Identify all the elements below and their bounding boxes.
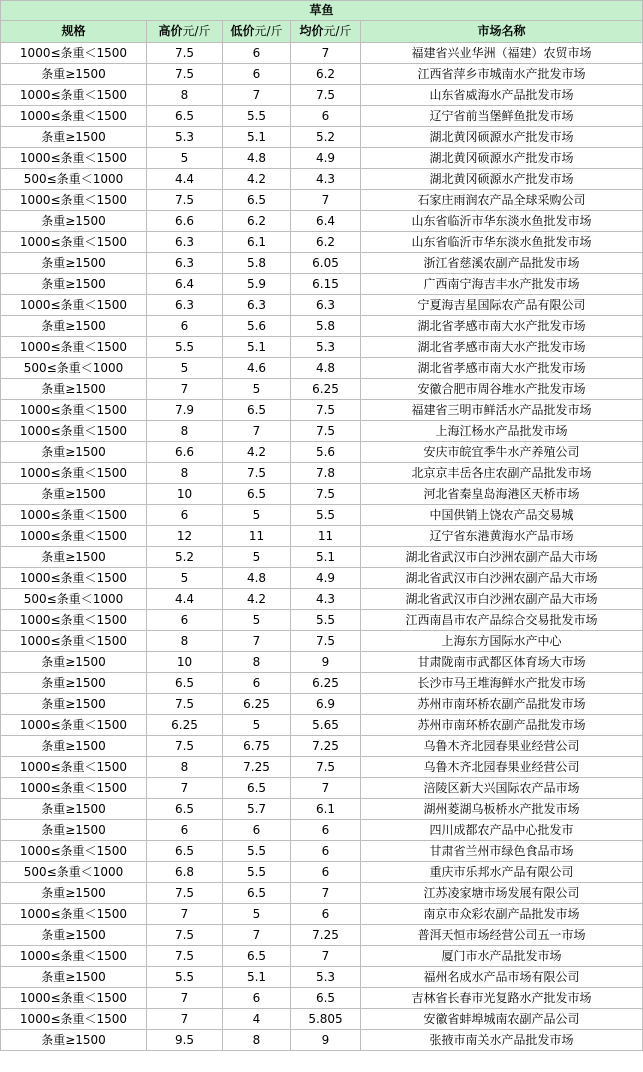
- table-row: [1, 568, 643, 589]
- table-row: [1, 862, 643, 883]
- cell-market: 长沙市马王堆海鲜水产批发市场: [361, 673, 643, 694]
- cell-high: 7.5: [147, 736, 223, 757]
- cell-low: 6.75: [223, 736, 291, 757]
- cell-avg: 6.2: [291, 64, 361, 85]
- cell-low: 6: [223, 64, 291, 85]
- table-row: [1, 610, 643, 631]
- cell-market: 安徽省蚌埠城南农副产品公司: [361, 1009, 643, 1030]
- table-row: [1, 442, 643, 463]
- table-row: [1, 925, 643, 946]
- cell-market: 北京京丰岳各庄农副产品批发市场: [361, 463, 643, 484]
- table-row: [1, 85, 643, 106]
- cell-avg: 7.5: [291, 484, 361, 505]
- cell-high: 5.5: [147, 967, 223, 988]
- cell-low: 7: [223, 85, 291, 106]
- table-row: [1, 673, 643, 694]
- table-row: [1, 904, 643, 925]
- cell-spec: 1000≤条重＜1500: [1, 337, 147, 358]
- cell-avg: 7: [291, 883, 361, 904]
- cell-low: 8: [223, 652, 291, 673]
- cell-spec: 500≤条重＜1000: [1, 862, 147, 883]
- cell-avg: 6: [291, 904, 361, 925]
- table-row: [1, 988, 643, 1009]
- cell-market: 江苏凌家塘市场发展有限公司: [361, 883, 643, 904]
- cell-low: 5.5: [223, 862, 291, 883]
- cell-avg: 9: [291, 652, 361, 673]
- cell-spec: 条重≥1500: [1, 316, 147, 337]
- table-row: [1, 43, 643, 64]
- cell-avg: 11: [291, 526, 361, 547]
- table-row: [1, 526, 643, 547]
- cell-high: 7: [147, 778, 223, 799]
- table-row: [1, 64, 643, 85]
- cell-spec: 1000≤条重＜1500: [1, 400, 147, 421]
- cell-spec: 条重≥1500: [1, 211, 147, 232]
- cell-spec: 1000≤条重＜1500: [1, 43, 147, 64]
- cell-low: 6: [223, 673, 291, 694]
- cell-avg: 5.805: [291, 1009, 361, 1030]
- cell-high: 6.5: [147, 673, 223, 694]
- cell-spec: 条重≥1500: [1, 64, 147, 85]
- cell-low: 5: [223, 610, 291, 631]
- cell-high: 6.3: [147, 232, 223, 253]
- cell-high: 6: [147, 505, 223, 526]
- cell-market: 南京市众彩农副产品批发市场: [361, 904, 643, 925]
- cell-market: 湖北省武汉市白沙洲农副产品大市场: [361, 589, 643, 610]
- cell-avg: 7.5: [291, 421, 361, 442]
- cell-avg: 5.3: [291, 967, 361, 988]
- cell-spec: 1000≤条重＜1500: [1, 190, 147, 211]
- cell-spec: 1000≤条重＜1500: [1, 526, 147, 547]
- cell-low: 5: [223, 547, 291, 568]
- cell-low: 4.8: [223, 148, 291, 169]
- table-title: 草鱼: [1, 1, 643, 21]
- cell-avg: 7.5: [291, 757, 361, 778]
- cell-high: 7: [147, 379, 223, 400]
- table-row: [1, 652, 643, 673]
- cell-low: 7: [223, 421, 291, 442]
- cell-avg: 5.6: [291, 442, 361, 463]
- cell-avg: 5.5: [291, 505, 361, 526]
- cell-high: 5.3: [147, 127, 223, 148]
- header-market: 市场名称: [361, 21, 643, 43]
- cell-spec: 条重≥1500: [1, 274, 147, 295]
- cell-avg: 4.9: [291, 148, 361, 169]
- cell-market: 山东省临沂市华东淡水鱼批发市场: [361, 232, 643, 253]
- cell-market: 上海东方国际水产中心: [361, 631, 643, 652]
- cell-high: 8: [147, 421, 223, 442]
- cell-high: 7.5: [147, 64, 223, 85]
- cell-low: 5: [223, 904, 291, 925]
- table-row: [1, 211, 643, 232]
- cell-spec: 条重≥1500: [1, 883, 147, 904]
- cell-avg: 6.4: [291, 211, 361, 232]
- title-row: [1, 1, 643, 21]
- table-row: [1, 274, 643, 295]
- cell-avg: 9: [291, 1030, 361, 1051]
- cell-high: 6.6: [147, 442, 223, 463]
- cell-avg: 4.3: [291, 589, 361, 610]
- cell-high: 12: [147, 526, 223, 547]
- cell-high: 6.8: [147, 862, 223, 883]
- cell-market: 甘肃陇南市武都区体育场大市场: [361, 652, 643, 673]
- table-row: [1, 358, 643, 379]
- header-spec: 规格: [1, 21, 147, 43]
- cell-low: 5.7: [223, 799, 291, 820]
- cell-avg: 6.15: [291, 274, 361, 295]
- table-row: [1, 316, 643, 337]
- cell-market: 河北省秦皇岛海港区天桥市场: [361, 484, 643, 505]
- cell-spec: 条重≥1500: [1, 652, 147, 673]
- cell-spec: 条重≥1500: [1, 1030, 147, 1051]
- cell-high: 6.4: [147, 274, 223, 295]
- cell-avg: 6.3: [291, 295, 361, 316]
- cell-market: 乌鲁木齐北园春果业经营公司: [361, 757, 643, 778]
- table-row: [1, 1030, 643, 1051]
- cell-spec: 条重≥1500: [1, 820, 147, 841]
- cell-low: 4.8: [223, 568, 291, 589]
- cell-market: 湖北黄冈硕源水产批发市场: [361, 169, 643, 190]
- table-row: [1, 190, 643, 211]
- table-row: [1, 757, 643, 778]
- table-row: [1, 736, 643, 757]
- cell-spec: 1000≤条重＜1500: [1, 904, 147, 925]
- cell-market: 江西南昌市农产品综合交易批发市场: [361, 610, 643, 631]
- cell-high: 6: [147, 316, 223, 337]
- cell-high: 6.5: [147, 106, 223, 127]
- cell-avg: 7: [291, 778, 361, 799]
- table-row: [1, 631, 643, 652]
- cell-low: 7: [223, 925, 291, 946]
- cell-spec: 条重≥1500: [1, 484, 147, 505]
- cell-avg: 7.5: [291, 400, 361, 421]
- cell-low: 5: [223, 379, 291, 400]
- cell-high: 6.25: [147, 715, 223, 736]
- cell-market: 厦门市水产品批发市场: [361, 946, 643, 967]
- table-row: [1, 484, 643, 505]
- cell-high: 7.9: [147, 400, 223, 421]
- cell-avg: 7.5: [291, 85, 361, 106]
- cell-spec: 1000≤条重＜1500: [1, 148, 147, 169]
- cell-avg: 5.5: [291, 610, 361, 631]
- cell-low: 5.1: [223, 967, 291, 988]
- cell-avg: 4.8: [291, 358, 361, 379]
- table-row: [1, 106, 643, 127]
- cell-avg: 6.25: [291, 673, 361, 694]
- cell-high: 6.6: [147, 211, 223, 232]
- cell-spec: 1000≤条重＜1500: [1, 463, 147, 484]
- cell-high: 5: [147, 358, 223, 379]
- cell-spec: 条重≥1500: [1, 694, 147, 715]
- cell-spec: 1000≤条重＜1500: [1, 841, 147, 862]
- cell-spec: 1000≤条重＜1500: [1, 568, 147, 589]
- cell-avg: 6: [291, 820, 361, 841]
- cell-market: 浙江省慈溪农副产品批发市场: [361, 253, 643, 274]
- cell-spec: 条重≥1500: [1, 253, 147, 274]
- cell-low: 4: [223, 1009, 291, 1030]
- table-row: [1, 253, 643, 274]
- cell-low: 5.8: [223, 253, 291, 274]
- header-high: 高价元/斤: [147, 21, 223, 43]
- cell-low: 6.25: [223, 694, 291, 715]
- cell-spec: 1000≤条重＜1500: [1, 988, 147, 1009]
- table-row: [1, 148, 643, 169]
- table-row: [1, 841, 643, 862]
- cell-high: 10: [147, 484, 223, 505]
- cell-market: 湖北省武汉市白沙洲农副产品大市场: [361, 568, 643, 589]
- table-row: [1, 379, 643, 400]
- cell-high: 6.5: [147, 841, 223, 862]
- cell-market: 上海江杨水产品批发市场: [361, 421, 643, 442]
- cell-high: 7.5: [147, 190, 223, 211]
- cell-avg: 7.25: [291, 736, 361, 757]
- cell-high: 6: [147, 610, 223, 631]
- cell-low: 5.5: [223, 106, 291, 127]
- cell-spec: 1000≤条重＜1500: [1, 106, 147, 127]
- cell-market: 重庆市乐邦水产品有限公司: [361, 862, 643, 883]
- table-row: [1, 1009, 643, 1030]
- cell-spec: 500≤条重＜1000: [1, 358, 147, 379]
- cell-low: 6.3: [223, 295, 291, 316]
- cell-spec: 条重≥1500: [1, 799, 147, 820]
- cell-low: 5.1: [223, 127, 291, 148]
- table-row: [1, 421, 643, 442]
- cell-high: 7.5: [147, 43, 223, 64]
- cell-high: 10: [147, 652, 223, 673]
- cell-market: 宁夏海吉星国际农产品有限公司: [361, 295, 643, 316]
- table-row: [1, 778, 643, 799]
- cell-market: 湖北省孝感市南大水产批发市场: [361, 316, 643, 337]
- cell-avg: 7.5: [291, 631, 361, 652]
- cell-avg: 7.25: [291, 925, 361, 946]
- cell-market: 辽宁省前当堡鲜鱼批发市场: [361, 106, 643, 127]
- table-row: [1, 337, 643, 358]
- table-row: [1, 883, 643, 904]
- cell-avg: 4.3: [291, 169, 361, 190]
- cell-spec: 1000≤条重＜1500: [1, 757, 147, 778]
- cell-market: 中国供销上饶农产品交易城: [361, 505, 643, 526]
- cell-market: 张掖市南关水产品批发市场: [361, 1030, 643, 1051]
- table-row: [1, 820, 643, 841]
- cell-low: 11: [223, 526, 291, 547]
- cell-high: 7.5: [147, 694, 223, 715]
- header-row: [1, 21, 643, 43]
- cell-spec: 条重≥1500: [1, 925, 147, 946]
- cell-market: 普洱天恒市场经营公司五一市场: [361, 925, 643, 946]
- cell-spec: 500≤条重＜1000: [1, 589, 147, 610]
- table-row: [1, 463, 643, 484]
- cell-spec: 1000≤条重＜1500: [1, 505, 147, 526]
- table-row: [1, 169, 643, 190]
- cell-market: 吉林省长春市光复路水产批发市场: [361, 988, 643, 1009]
- cell-avg: 5.65: [291, 715, 361, 736]
- cell-avg: 7: [291, 43, 361, 64]
- cell-avg: 6.05: [291, 253, 361, 274]
- cell-market: 山东省临沂市华东淡水鱼批发市场: [361, 211, 643, 232]
- cell-spec: 条重≥1500: [1, 127, 147, 148]
- cell-avg: 7: [291, 946, 361, 967]
- cell-low: 6: [223, 43, 291, 64]
- cell-market: 福州名成水产品市场有限公司: [361, 967, 643, 988]
- table-row: [1, 232, 643, 253]
- cell-low: 4.6: [223, 358, 291, 379]
- cell-spec: 1000≤条重＜1500: [1, 946, 147, 967]
- cell-low: 5.9: [223, 274, 291, 295]
- cell-market: 苏州市南环桥农副产品批发市场: [361, 694, 643, 715]
- table-row: [1, 127, 643, 148]
- table-row: [1, 589, 643, 610]
- cell-market: 福建省兴业华洲（福建）农贸市场: [361, 43, 643, 64]
- cell-spec: 条重≥1500: [1, 379, 147, 400]
- cell-low: 5.5: [223, 841, 291, 862]
- cell-market: 湖北省武汉市白沙洲农副产品大市场: [361, 547, 643, 568]
- table-row: [1, 715, 643, 736]
- cell-high: 7: [147, 988, 223, 1009]
- cell-high: 8: [147, 631, 223, 652]
- cell-high: 5.5: [147, 337, 223, 358]
- cell-high: 5.2: [147, 547, 223, 568]
- cell-spec: 条重≥1500: [1, 547, 147, 568]
- cell-low: 4.2: [223, 442, 291, 463]
- cell-low: 4.2: [223, 169, 291, 190]
- table-row: [1, 967, 643, 988]
- cell-avg: 5.1: [291, 547, 361, 568]
- cell-avg: 5.8: [291, 316, 361, 337]
- cell-spec: 1000≤条重＜1500: [1, 295, 147, 316]
- cell-market: 乌鲁木齐北园春果业经营公司: [361, 736, 643, 757]
- table-row: [1, 799, 643, 820]
- cell-high: 7.5: [147, 946, 223, 967]
- cell-low: 6.2: [223, 211, 291, 232]
- cell-market: 湖北省孝感市南大水产批发市场: [361, 358, 643, 379]
- cell-avg: 6: [291, 841, 361, 862]
- cell-low: 6.5: [223, 190, 291, 211]
- cell-high: 8: [147, 463, 223, 484]
- cell-market: 山东省威海水产品批发市场: [361, 85, 643, 106]
- cell-market: 安徽合肥市周谷堆水产批发市场: [361, 379, 643, 400]
- cell-high: 4.4: [147, 589, 223, 610]
- cell-market: 甘肃省兰州市绿色食品市场: [361, 841, 643, 862]
- table-row: [1, 946, 643, 967]
- cell-low: 6.1: [223, 232, 291, 253]
- cell-high: 7: [147, 1009, 223, 1030]
- cell-spec: 1000≤条重＜1500: [1, 421, 147, 442]
- cell-spec: 1000≤条重＜1500: [1, 715, 147, 736]
- cell-low: 8: [223, 1030, 291, 1051]
- cell-market: 福建省三明市鲜活水产品批发市场: [361, 400, 643, 421]
- cell-low: 7.25: [223, 757, 291, 778]
- cell-market: 湖北黄冈硕源水产批发市场: [361, 148, 643, 169]
- cell-high: 8: [147, 757, 223, 778]
- cell-spec: 1000≤条重＜1500: [1, 232, 147, 253]
- cell-spec: 条重≥1500: [1, 673, 147, 694]
- cell-high: 6: [147, 820, 223, 841]
- cell-avg: 5.3: [291, 337, 361, 358]
- cell-high: 5: [147, 148, 223, 169]
- cell-low: 7: [223, 631, 291, 652]
- cell-spec: 1000≤条重＜1500: [1, 778, 147, 799]
- cell-spec: 1000≤条重＜1500: [1, 85, 147, 106]
- cell-spec: 1000≤条重＜1500: [1, 631, 147, 652]
- cell-market: 湖北省孝感市南大水产批发市场: [361, 337, 643, 358]
- cell-avg: 6.2: [291, 232, 361, 253]
- table-row: [1, 295, 643, 316]
- cell-market: 江西省萍乡市城南水产批发市场: [361, 64, 643, 85]
- cell-market: 广西南宁海吉丰水产批发市场: [361, 274, 643, 295]
- table-body: [1, 43, 643, 1051]
- cell-low: 6.5: [223, 400, 291, 421]
- cell-avg: 6: [291, 106, 361, 127]
- cell-low: 5.6: [223, 316, 291, 337]
- cell-avg: 7.8: [291, 463, 361, 484]
- header-low: 低价元/斤: [223, 21, 291, 43]
- cell-avg: 6.25: [291, 379, 361, 400]
- cell-spec: 条重≥1500: [1, 442, 147, 463]
- cell-high: 8: [147, 85, 223, 106]
- cell-market: 辽宁省东港黄海水产品市场: [361, 526, 643, 547]
- cell-high: 7: [147, 904, 223, 925]
- cell-spec: 条重≥1500: [1, 736, 147, 757]
- table-row: [1, 694, 643, 715]
- cell-low: 6: [223, 988, 291, 1009]
- cell-low: 6.5: [223, 946, 291, 967]
- cell-avg: 6: [291, 862, 361, 883]
- cell-market: 湖州菱湖乌板桥水产批发市场: [361, 799, 643, 820]
- cell-low: 5: [223, 715, 291, 736]
- cell-spec: 条重≥1500: [1, 967, 147, 988]
- cell-market: 四川成都农产品中心批发市: [361, 820, 643, 841]
- cell-high: 7.5: [147, 925, 223, 946]
- cell-avg: 6.9: [291, 694, 361, 715]
- cell-market: 安庆市皖宜季牛水产养殖公司: [361, 442, 643, 463]
- cell-low: 4.2: [223, 589, 291, 610]
- cell-market: 苏州市南环桥农副产品批发市场: [361, 715, 643, 736]
- cell-high: 7.5: [147, 883, 223, 904]
- cell-low: 6.5: [223, 484, 291, 505]
- cell-low: 7.5: [223, 463, 291, 484]
- cell-market: 涪陵区新大兴国际农产品市场: [361, 778, 643, 799]
- cell-high: 6.3: [147, 295, 223, 316]
- cell-high: 9.5: [147, 1030, 223, 1051]
- cell-avg: 5.2: [291, 127, 361, 148]
- cell-high: 5: [147, 568, 223, 589]
- cell-low: 6: [223, 820, 291, 841]
- cell-low: 5.1: [223, 337, 291, 358]
- cell-high: 4.4: [147, 169, 223, 190]
- header-avg: 均价元/斤: [291, 21, 361, 43]
- cell-market: 湖北黄冈硕源水产批发市场: [361, 127, 643, 148]
- cell-high: 6.3: [147, 253, 223, 274]
- table-row: [1, 505, 643, 526]
- cell-market: 石家庄雨润农产品全球采购公司: [361, 190, 643, 211]
- cell-low: 6.5: [223, 778, 291, 799]
- cell-avg: 7: [291, 190, 361, 211]
- cell-high: 6.5: [147, 799, 223, 820]
- cell-spec: 1000≤条重＜1500: [1, 610, 147, 631]
- cell-avg: 6.5: [291, 988, 361, 1009]
- cell-low: 5: [223, 505, 291, 526]
- cell-spec: 1000≤条重＜1500: [1, 1009, 147, 1030]
- table-row: [1, 400, 643, 421]
- cell-low: 6.5: [223, 883, 291, 904]
- cell-avg: 6.1: [291, 799, 361, 820]
- cell-spec: 500≤条重＜1000: [1, 169, 147, 190]
- table-row: [1, 547, 643, 568]
- cell-avg: 4.9: [291, 568, 361, 589]
